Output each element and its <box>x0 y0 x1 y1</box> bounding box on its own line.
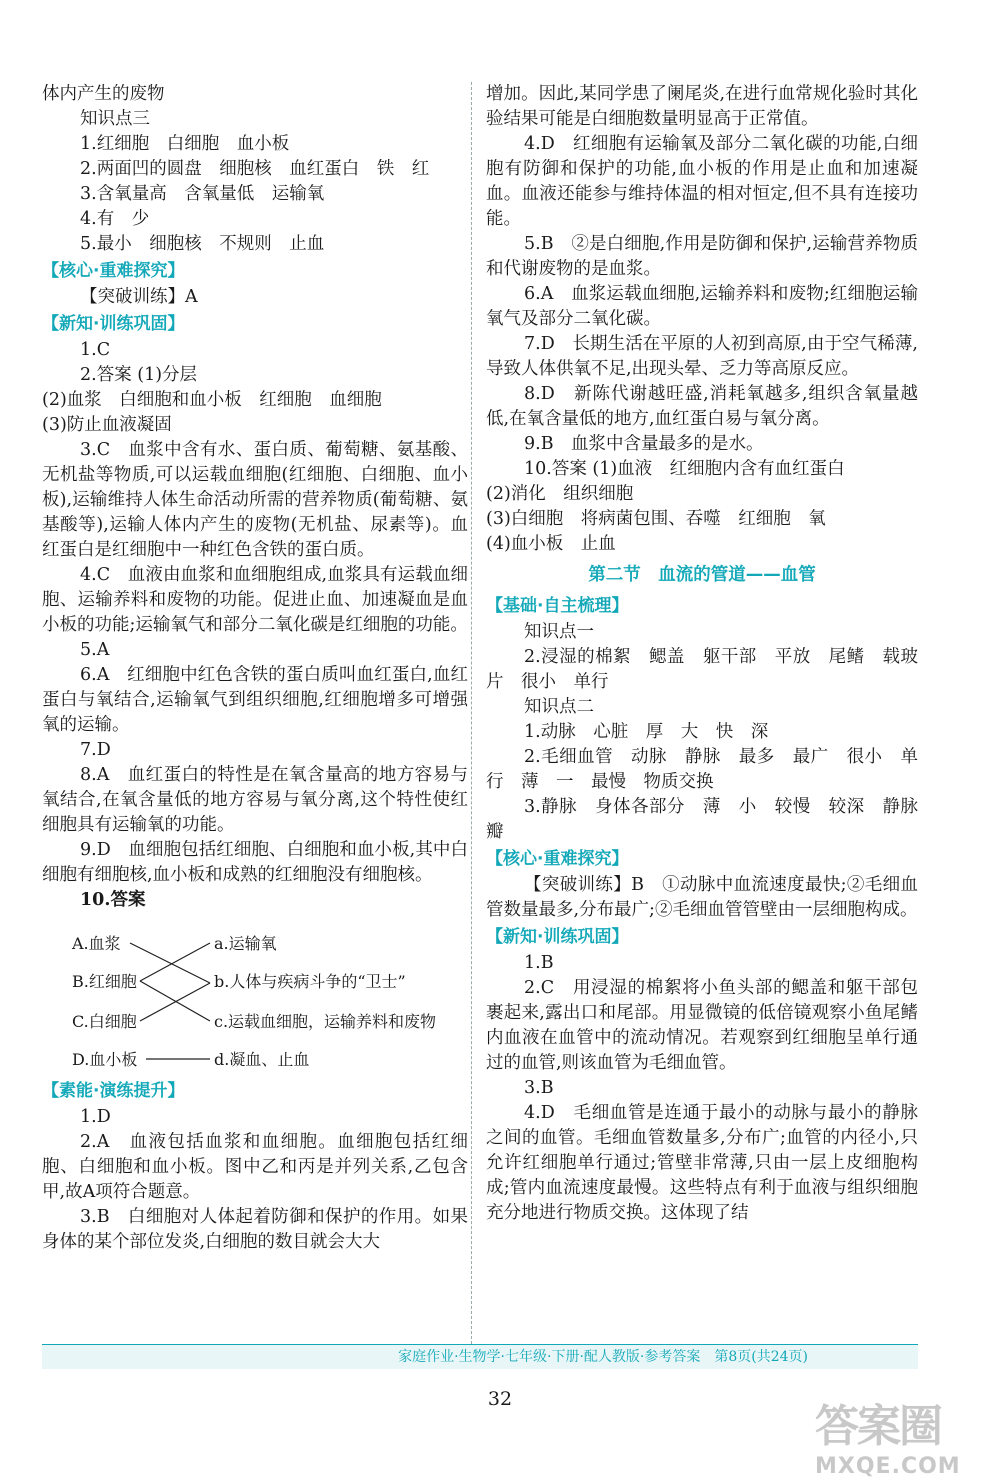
knowledge-point-heading: 知识点二 <box>524 697 594 717</box>
answer-line: 【突破训练】A <box>80 287 198 307</box>
answer-line: 1.动脉 心脏 厚 大 快 深 <box>524 722 769 742</box>
section-tag-suneng: 【素能·演练提升】 <box>42 1081 185 1101</box>
answer-line: 9.B 血浆中含量最多的是水。 <box>524 434 764 454</box>
knowledge-point-heading: 知识点三 <box>80 109 150 129</box>
match-right-item: c.运载血细胞，运输养料和废物 <box>214 1012 437 1031</box>
answer-line: 5.最小 细胞核 不规则 止血 <box>80 234 325 254</box>
answer-paragraph: 2.C 用浸湿的棉絮将小鱼头部的鳃盖和躯干部包裹起来,露出口和尾部。用显微镜的低倍镜观察小鱼尾鳍内血液在血管中的流动情况。若观察到红细胞呈单行通过的血管,则该血管为毛细血管。 <box>486 978 918 1073</box>
answer-paragraph: 4.C 血液由血浆和血细胞组成,血浆具有运载血细胞、运输养料和废物的功能。促进止血、加速凝血是血小板的功能;运输氧气和部分二氧化碳是红细胞的功能。 <box>42 565 468 635</box>
answer-line: 1.C <box>80 340 111 360</box>
watermark-top: 答案圈 <box>815 1401 941 1452</box>
answer-line: (2)血浆 白细胞和血小板 红细胞 血细胞 <box>42 390 382 410</box>
answer-line: 10.答案 (1)血液 红细胞内含有血红蛋白 <box>524 459 845 479</box>
match-left-item: D.血小板 <box>72 1050 138 1069</box>
answer-paragraph: 3.B 白细胞对人体起着防御和保护的作用。如果身体的某个部位发炎,白细胞的数目就会大大 <box>42 1207 468 1252</box>
section-tag-new: 【新知·训练巩固】 <box>486 927 629 947</box>
match-left-item: B.红细胞 <box>72 972 137 991</box>
match-left-item: A.血浆 <box>72 934 121 953</box>
answer-line: 3.B <box>524 1078 554 1098</box>
footer-text: 家庭作业·生物学·七年级·下册·配人教版·参考答案 第8页(共24页) <box>398 1349 808 1365</box>
watermark-bottom: MXQE.COM <box>815 1454 961 1479</box>
page-number: 32 <box>487 1388 513 1410</box>
answer-line: (3)防止血液凝固 <box>42 415 172 435</box>
answer-paragraph: 4.D 红细胞有运输氧及部分二氧化碳的功能,白细胞有防御和保护的功能,血小板的作用是止血和加速凝血。血液还能参与维持体温的相对恒定,但不具有连接功能。 <box>486 134 918 229</box>
right-column <box>486 82 918 1226</box>
answer-line: 1.B <box>524 953 554 973</box>
knowledge-point-heading: 知识点一 <box>524 622 594 642</box>
answer-paragraph: 3.静脉 身体各部分 薄 小 较慢 较深 静脉瓣 <box>486 797 918 842</box>
answer-paragraph: 2.浸湿的棉絮 鳃盖 躯干部 平放 尾鳍 载玻片 很小 单行 <box>486 647 918 692</box>
answer-line: (3)白细胞 将病菌包围、吞噬 红细胞 氧 <box>486 509 826 529</box>
answer-paragraph: 5.B ②是白细胞,作用是防御和保护,运输营养物质和代谢废物的是血浆。 <box>486 234 918 279</box>
answer-line: 4.有 少 <box>80 209 150 229</box>
answer-line: (2)消化 组织细胞 <box>486 484 634 504</box>
answer-line: 10.答案 <box>80 890 146 910</box>
answer-line: 3.含氧量高 含氧量低 运输氧 <box>80 184 325 204</box>
left-column <box>42 82 468 1255</box>
column-divider <box>471 82 473 1344</box>
match-right-item: b.人体与疾病斗争的“卫士” <box>214 972 406 991</box>
answer-paragraph: 8.D 新陈代谢越旺盛,消耗氧越多,组织含氧量越低,在氧含量低的地方,血红蛋白易与氧分离。 <box>486 384 918 429</box>
page-footer <box>42 1344 918 1369</box>
answer-line: 2.两面凹的圆盘 细胞核 血红蛋白 铁 红 <box>80 159 430 179</box>
answer-paragraph: 2.毛细血管 动脉 静脉 最多 最广 很小 单行 薄 一 最慢 物质交换 <box>486 747 918 792</box>
answer-paragraph: 增加。因此,某同学患了阑尾炎,在进行血常规化验时其化验结果可能是白细胞数量明显高于正常值。 <box>486 84 918 129</box>
section-tag-core: 【核心·重难探究】 <box>486 849 629 869</box>
answer-paragraph: 9.D 血细胞包括红细胞、白细胞和血小板,其中白细胞有细胞核,血小板和成熟的红细胞没有细胞核。 <box>42 840 468 885</box>
answer-paragraph: 7.D 长期生活在平原的人初到高原,由于空气稀薄,导致人体供氧不足,出现头晕、乏力等高原反应。 <box>486 334 918 379</box>
answer-line: 5.A <box>80 640 110 660</box>
answer-paragraph: 【突破训练】B ①动脉中血流速度最快;②毛细血管数量最多,分布最广;②毛细血管管壁由一层细胞构成。 <box>486 875 918 920</box>
answer-paragraph: 6.A 血浆运载血细胞,运输养料和废物;红细胞运输氧气及部分二氧化碳。 <box>486 284 918 329</box>
matching-diagram <box>42 921 468 1071</box>
match-right-item: d.凝血、止血 <box>214 1050 310 1069</box>
answer-paragraph: 3.C 血浆中含有水、蛋白质、葡萄糖、氨基酸、无机盐等物质,可以运载血细胞(红细胞、白细胞、血小板),运输维持人体生命活动所需的营养物质(葡萄糖、氨基酸等),运输人体内产生的废物(无机盐、尿素等)。血红蛋白是红细胞中一种红色含铁的蛋白质。 <box>42 440 468 560</box>
match-right-item: a.运输氧 <box>214 934 277 953</box>
answer-paragraph: 8.A 血红蛋白的特性是在氧含量高的地方容易与氧结合,在氧含量低的地方容易与氧分离,这个特性使红细胞具有运输氧的功能。 <box>42 765 468 835</box>
section-tag-new: 【新知·训练巩固】 <box>42 314 185 334</box>
section-tag-core: 【核心·重难探究】 <box>42 261 185 281</box>
section-title: 第二节 血流的管道——血管 <box>588 565 816 585</box>
match-left-item: C.白细胞 <box>72 1012 137 1031</box>
answer-line: 2.答案 (1)分层 <box>80 365 198 385</box>
answer-line: 1.D <box>80 1107 111 1127</box>
answer-paragraph: 2.A 血液包括血浆和血细胞。血细胞包括红细胞、白细胞和血小板。图中乙和丙是并列关系,乙包含甲,故A项符合题意。 <box>42 1132 468 1202</box>
answer-line: (4)血小板 止血 <box>486 534 616 554</box>
answer-paragraph: 6.A 红细胞中红色含铁的蛋白质叫血红蛋白,血红蛋白与氧结合,运输氧气到组织细胞,红细胞增多可增强氧的运输。 <box>42 665 468 735</box>
watermark-logo <box>815 1390 985 1479</box>
answer-line: 1.红细胞 白细胞 血小板 <box>80 134 290 154</box>
section-tag-base: 【基础·自主梳理】 <box>486 596 629 616</box>
answer-line: 7.D <box>80 740 111 760</box>
text-line: 体内产生的废物 <box>42 84 165 104</box>
answer-paragraph: 4.D 毛细血管是连通于最小的动脉与最小的静脉之间的血管。毛细血管数量多,分布广;血管的内径小,只允许红细胞单行通过;管壁非常薄,只由一层上皮细胞构成;管内血流速度最慢。这些特点有利于血液与组织细胞充分地进行物质交换。这体现了结 <box>486 1103 918 1223</box>
